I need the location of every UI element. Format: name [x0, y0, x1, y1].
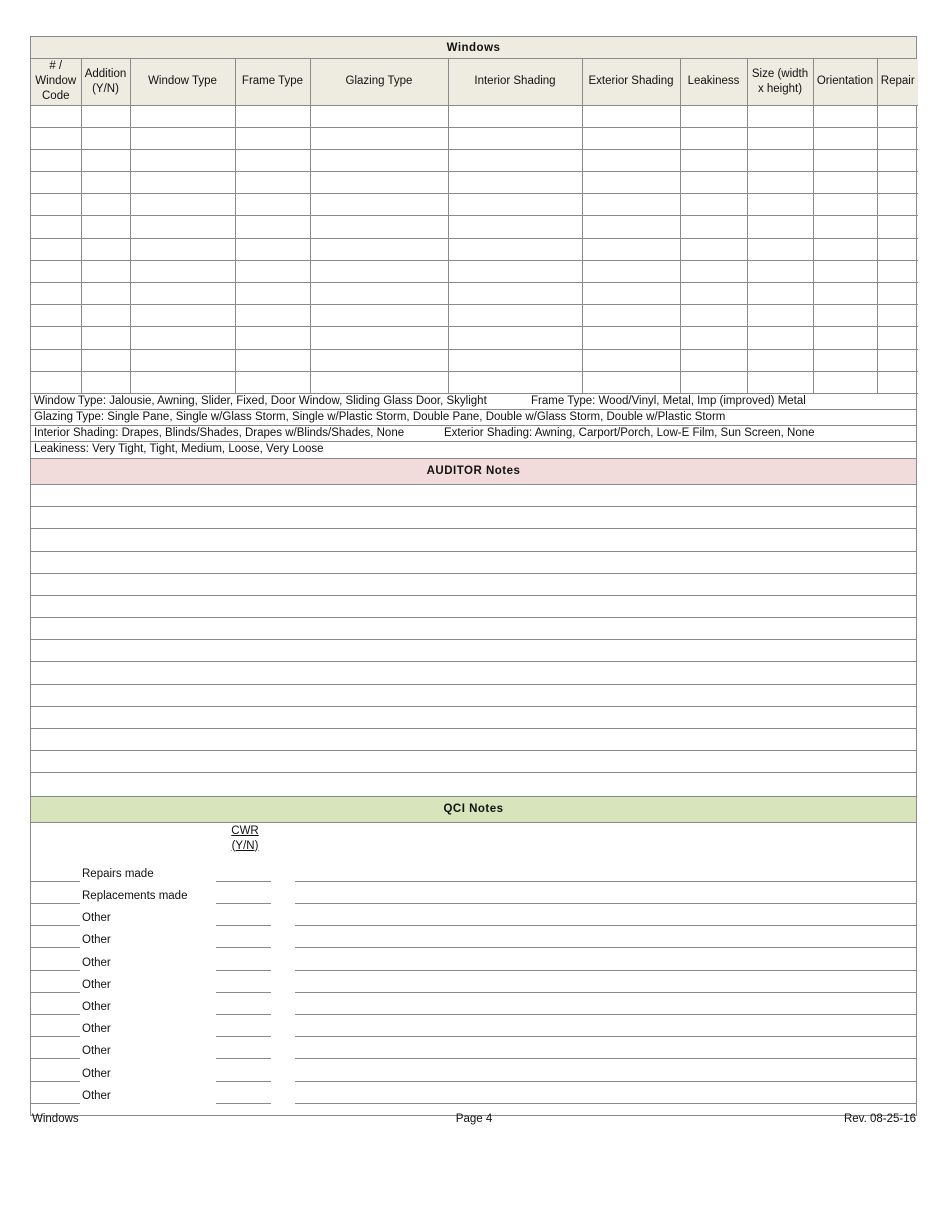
table-cell-input[interactable]: [130, 149, 235, 171]
table-row: [31, 283, 918, 305]
table-row: [31, 327, 918, 349]
table-cell-input[interactable]: [235, 260, 310, 282]
auditor-note-line[interactable]: [31, 485, 916, 507]
table-cell-input[interactable]: [448, 194, 582, 216]
table-cell-input[interactable]: [81, 349, 130, 371]
qci-row: [31, 971, 916, 993]
table-cell-input[interactable]: [747, 238, 813, 260]
qci-row-label: Other: [82, 912, 111, 925]
table-cell-input[interactable]: [813, 260, 877, 282]
page-footer: [32, 1113, 916, 1125]
table-cell-input[interactable]: [310, 327, 448, 349]
table-cell-input[interactable]: [877, 327, 918, 349]
table-cell-input[interactable]: [813, 283, 877, 305]
table-cell-input[interactable]: [81, 194, 130, 216]
cwr-column-label: [227, 824, 263, 854]
table-cell-input[interactable]: [31, 349, 81, 371]
table-cell-input[interactable]: [877, 127, 918, 149]
table-cell-input[interactable]: [448, 172, 582, 194]
table-cell-input[interactable]: [448, 327, 582, 349]
table-cell-input[interactable]: [448, 127, 582, 149]
legend-glazing-type: Glazing Type: Single Pane, Single w/Glass Storm, Single w/Plastic Storm, Double Pane, Double w/Glass Storm, Double w/Plastic Storm: [34, 410, 726, 423]
table-cell-input[interactable]: [81, 216, 130, 238]
qci-row-label: Other: [82, 1089, 111, 1102]
auditor-note-line[interactable]: [31, 529, 916, 551]
qci-row: [31, 948, 916, 970]
table-cell-input[interactable]: [310, 238, 448, 260]
column-header: Size (width x height): [747, 59, 813, 105]
cwr-yn-label: (Y/N): [231, 839, 259, 852]
windows-table: [31, 59, 918, 394]
column-header: Interior Shading: [448, 59, 582, 105]
table-cell-input[interactable]: [448, 105, 582, 127]
qci-row: [31, 904, 916, 926]
table-cell-input[interactable]: [31, 238, 81, 260]
table-cell-input[interactable]: [680, 149, 747, 171]
table-cell-input[interactable]: [235, 305, 310, 327]
table-cell-input[interactable]: [582, 127, 680, 149]
table-cell-input[interactable]: [813, 172, 877, 194]
table-cell-input[interactable]: [747, 127, 813, 149]
table-cell-input[interactable]: [582, 194, 680, 216]
table-cell-input[interactable]: [582, 305, 680, 327]
cwr-yn-field[interactable]: [216, 1103, 271, 1104]
table-cell-input[interactable]: [31, 371, 81, 393]
table-row: [31, 194, 918, 216]
table-cell-input[interactable]: [680, 371, 747, 393]
column-header: Leakiness: [680, 59, 747, 105]
auditor-note-line[interactable]: [31, 574, 916, 596]
legend-exterior-shading: Exterior Shading: Awning, Carport/Porch, Low-E Film, Sun Screen, None: [444, 426, 815, 439]
table-cell-input[interactable]: [31, 216, 81, 238]
table-cell-input[interactable]: [235, 105, 310, 127]
table-cell-input[interactable]: [235, 349, 310, 371]
table-cell-input[interactable]: [877, 349, 918, 371]
column-header: Frame Type: [235, 59, 310, 105]
table-cell-input[interactable]: [31, 194, 81, 216]
table-cell-input[interactable]: [448, 371, 582, 393]
table-cell-input[interactable]: [130, 238, 235, 260]
table-cell-input[interactable]: [877, 105, 918, 127]
table-cell-input[interactable]: [813, 371, 877, 393]
table-cell-input[interactable]: [877, 194, 918, 216]
auditor-note-line[interactable]: [31, 773, 916, 795]
qci-count-field[interactable]: [31, 1103, 80, 1104]
table-cell-input[interactable]: [448, 283, 582, 305]
table-cell-input[interactable]: [130, 216, 235, 238]
windows-form: [30, 36, 917, 1116]
table-cell-input[interactable]: [813, 105, 877, 127]
windows-legend: [31, 394, 916, 458]
table-cell-input[interactable]: [680, 105, 747, 127]
qci-row: [31, 1082, 916, 1104]
table-cell-input[interactable]: [31, 127, 81, 149]
table-cell-input[interactable]: [813, 194, 877, 216]
table-cell-input[interactable]: [310, 172, 448, 194]
table-cell-input[interactable]: [877, 238, 918, 260]
legend-leakiness-row: [31, 442, 916, 458]
auditor-note-line[interactable]: [31, 640, 916, 662]
table-cell-input[interactable]: [81, 283, 130, 305]
column-header: Window Type: [130, 59, 235, 105]
table-cell-input[interactable]: [130, 371, 235, 393]
table-row: [31, 127, 918, 149]
table-cell-input[interactable]: [877, 371, 918, 393]
table-cell-input[interactable]: [448, 149, 582, 171]
qci-row: [31, 882, 916, 904]
qci-row-label: Other: [82, 1067, 111, 1080]
table-cell-input[interactable]: [235, 194, 310, 216]
table-row: [31, 172, 918, 194]
table-cell-input[interactable]: [813, 149, 877, 171]
column-header: # / Window Code: [31, 59, 81, 105]
auditor-note-line[interactable]: [31, 507, 916, 529]
table-cell-input[interactable]: [235, 172, 310, 194]
table-cell-input[interactable]: [582, 283, 680, 305]
table-cell-input[interactable]: [747, 371, 813, 393]
qci-notes-title: QCI Notes: [31, 796, 916, 823]
footer-section-name: Windows: [32, 1113, 79, 1125]
legend-frame-type: Frame Type: Wood/Vinyl, Metal, Imp (improved) Metal: [531, 394, 806, 407]
table-row: [31, 216, 918, 238]
table-cell-input[interactable]: [813, 216, 877, 238]
auditor-note-line[interactable]: [31, 552, 916, 574]
table-cell-input[interactable]: [813, 238, 877, 260]
table-cell-input[interactable]: [235, 283, 310, 305]
legend-interior-shading: Interior Shading: Drapes, Blinds/Shades, Drapes w/Blinds/Shades, None: [34, 426, 405, 439]
table-cell-input[interactable]: [877, 283, 918, 305]
table-row: [31, 238, 918, 260]
table-cell-input[interactable]: [877, 216, 918, 238]
table-cell-input[interactable]: [877, 305, 918, 327]
table-cell-input[interactable]: [235, 371, 310, 393]
column-header: Exterior Shading: [582, 59, 680, 105]
table-row: [31, 260, 918, 282]
table-cell-input[interactable]: [310, 105, 448, 127]
qci-row: [31, 1037, 916, 1059]
table-cell-input[interactable]: [747, 216, 813, 238]
auditor-notes-title: AUDITOR Notes: [31, 458, 916, 485]
auditor-note-line[interactable]: [31, 751, 916, 773]
table-cell-input[interactable]: [448, 238, 582, 260]
legend-window-type: Window Type: Jalousie, Awning, Slider, Fixed, Door Window, Sliding Glass Door, Skylight: [34, 394, 487, 407]
table-cell-input[interactable]: [31, 327, 81, 349]
qci-row-label: Other: [82, 1023, 111, 1036]
table-cell-input[interactable]: [130, 172, 235, 194]
legend-window-frame-type: [31, 394, 916, 410]
table-cell-input[interactable]: [310, 283, 448, 305]
table-cell-input[interactable]: [582, 216, 680, 238]
table-cell-input[interactable]: [747, 260, 813, 282]
table-cell-input[interactable]: [747, 105, 813, 127]
table-cell-input[interactable]: [877, 172, 918, 194]
table-cell-input[interactable]: [130, 194, 235, 216]
qci-row: [31, 860, 916, 882]
table-cell-input[interactable]: [31, 172, 81, 194]
table-cell-input[interactable]: [235, 327, 310, 349]
table-cell-input[interactable]: [747, 327, 813, 349]
table-cell-input[interactable]: [680, 305, 747, 327]
table-cell-input[interactable]: [310, 260, 448, 282]
table-cell-input[interactable]: [747, 349, 813, 371]
table-cell-input[interactable]: [31, 260, 81, 282]
qci-row: [31, 926, 916, 948]
footer-page-number: Page 4: [455, 1113, 493, 1125]
table-cell-input[interactable]: [130, 327, 235, 349]
column-header: Addition (Y/N): [81, 59, 130, 105]
table-cell-input[interactable]: [877, 149, 918, 171]
table-cell-input[interactable]: [310, 149, 448, 171]
auditor-note-line[interactable]: [31, 729, 916, 751]
table-cell-input[interactable]: [813, 327, 877, 349]
table-cell-input[interactable]: [680, 216, 747, 238]
table-cell-input[interactable]: [31, 283, 81, 305]
table-cell-input[interactable]: [813, 305, 877, 327]
windows-table-header: [31, 59, 918, 105]
qci-row-label: Replacements made: [82, 889, 188, 902]
table-cell-input[interactable]: [81, 371, 130, 393]
qci-note-field[interactable]: [295, 1103, 916, 1104]
column-header: Repair: [877, 59, 918, 105]
cwr-label: CWR: [231, 824, 259, 837]
table-cell-input[interactable]: [582, 105, 680, 127]
table-cell-input[interactable]: [877, 260, 918, 282]
table-cell-input[interactable]: [680, 127, 747, 149]
table-cell-input[interactable]: [582, 149, 680, 171]
table-cell-input[interactable]: [81, 172, 130, 194]
column-header: Glazing Type: [310, 59, 448, 105]
table-cell-input[interactable]: [31, 305, 81, 327]
table-cell-input[interactable]: [310, 349, 448, 371]
table-cell-input[interactable]: [235, 149, 310, 171]
table-cell-input[interactable]: [130, 305, 235, 327]
table-cell-input[interactable]: [680, 283, 747, 305]
table-cell-input[interactable]: [310, 127, 448, 149]
qci-row: [31, 1015, 916, 1037]
qci-row-label: Other: [82, 956, 111, 969]
table-cell-input[interactable]: [747, 283, 813, 305]
qci-notes-body: [31, 823, 916, 1115]
auditor-note-line[interactable]: [31, 618, 916, 640]
windows-table-body: [31, 105, 918, 393]
table-cell-input[interactable]: [235, 127, 310, 149]
auditor-notes-lines: [31, 485, 916, 796]
column-header: Orientation: [813, 59, 877, 105]
table-cell-input[interactable]: [235, 216, 310, 238]
table-cell-input[interactable]: [747, 194, 813, 216]
table-cell-input[interactable]: [448, 260, 582, 282]
table-cell-input[interactable]: [310, 194, 448, 216]
footer-revision: Rev. 08-25-16: [843, 1113, 917, 1125]
table-cell-input[interactable]: [81, 238, 130, 260]
table-cell-input[interactable]: [680, 238, 747, 260]
table-cell-input[interactable]: [680, 327, 747, 349]
auditor-note-line[interactable]: [31, 662, 916, 684]
table-cell-input[interactable]: [31, 105, 81, 127]
legend-leakiness: Leakiness: Very Tight, Tight, Medium, Loose, Very Loose: [34, 442, 324, 455]
auditor-note-line[interactable]: [31, 707, 916, 729]
table-cell-input[interactable]: [747, 305, 813, 327]
table-cell-input[interactable]: [813, 127, 877, 149]
table-cell-input[interactable]: [81, 105, 130, 127]
table-cell-input[interactable]: [310, 305, 448, 327]
table-cell-input[interactable]: [747, 172, 813, 194]
table-cell-input[interactable]: [81, 305, 130, 327]
qci-row: [31, 993, 916, 1015]
table-cell-input[interactable]: [448, 305, 582, 327]
table-cell-input[interactable]: [130, 283, 235, 305]
qci-row-label: Other: [82, 1045, 111, 1058]
table-cell-input[interactable]: [680, 172, 747, 194]
table-cell-input[interactable]: [582, 371, 680, 393]
table-cell-input[interactable]: [582, 172, 680, 194]
auditor-note-line[interactable]: [31, 596, 916, 618]
table-cell-input[interactable]: [582, 327, 680, 349]
table-cell-input[interactable]: [310, 371, 448, 393]
qci-row-label: Other: [82, 934, 111, 947]
windows-section-title: Windows: [31, 37, 916, 59]
table-cell-input[interactable]: [747, 149, 813, 171]
table-cell-input[interactable]: [130, 349, 235, 371]
qci-row-label: Other: [82, 978, 111, 991]
auditor-note-line[interactable]: [31, 685, 916, 707]
table-cell-input[interactable]: [582, 238, 680, 260]
legend-glazing-type-row: [31, 410, 916, 426]
table-cell-input[interactable]: [81, 149, 130, 171]
table-cell-input[interactable]: [582, 260, 680, 282]
table-cell-input[interactable]: [81, 127, 130, 149]
table-cell-input[interactable]: [680, 349, 747, 371]
qci-row-label: Repairs made: [82, 867, 154, 880]
qci-row-label: Other: [82, 1000, 111, 1013]
table-cell-input[interactable]: [31, 149, 81, 171]
table-cell-input[interactable]: [130, 105, 235, 127]
table-cell-input[interactable]: [81, 327, 130, 349]
table-cell-input[interactable]: [130, 127, 235, 149]
table-cell-input[interactable]: [448, 216, 582, 238]
table-cell-input[interactable]: [235, 238, 310, 260]
table-row: [31, 149, 918, 171]
table-row: [31, 371, 918, 393]
qci-row: [31, 1059, 916, 1081]
table-cell-input[interactable]: [130, 260, 235, 282]
table-cell-input[interactable]: [310, 216, 448, 238]
table-cell-input[interactable]: [582, 349, 680, 371]
table-cell-input[interactable]: [680, 194, 747, 216]
table-row: [31, 305, 918, 327]
table-cell-input[interactable]: [448, 349, 582, 371]
table-cell-input[interactable]: [813, 349, 877, 371]
table-row: [31, 349, 918, 371]
table-row: [31, 105, 918, 127]
table-cell-input[interactable]: [81, 260, 130, 282]
legend-shading-row: [31, 426, 916, 442]
table-cell-input[interactable]: [680, 260, 747, 282]
